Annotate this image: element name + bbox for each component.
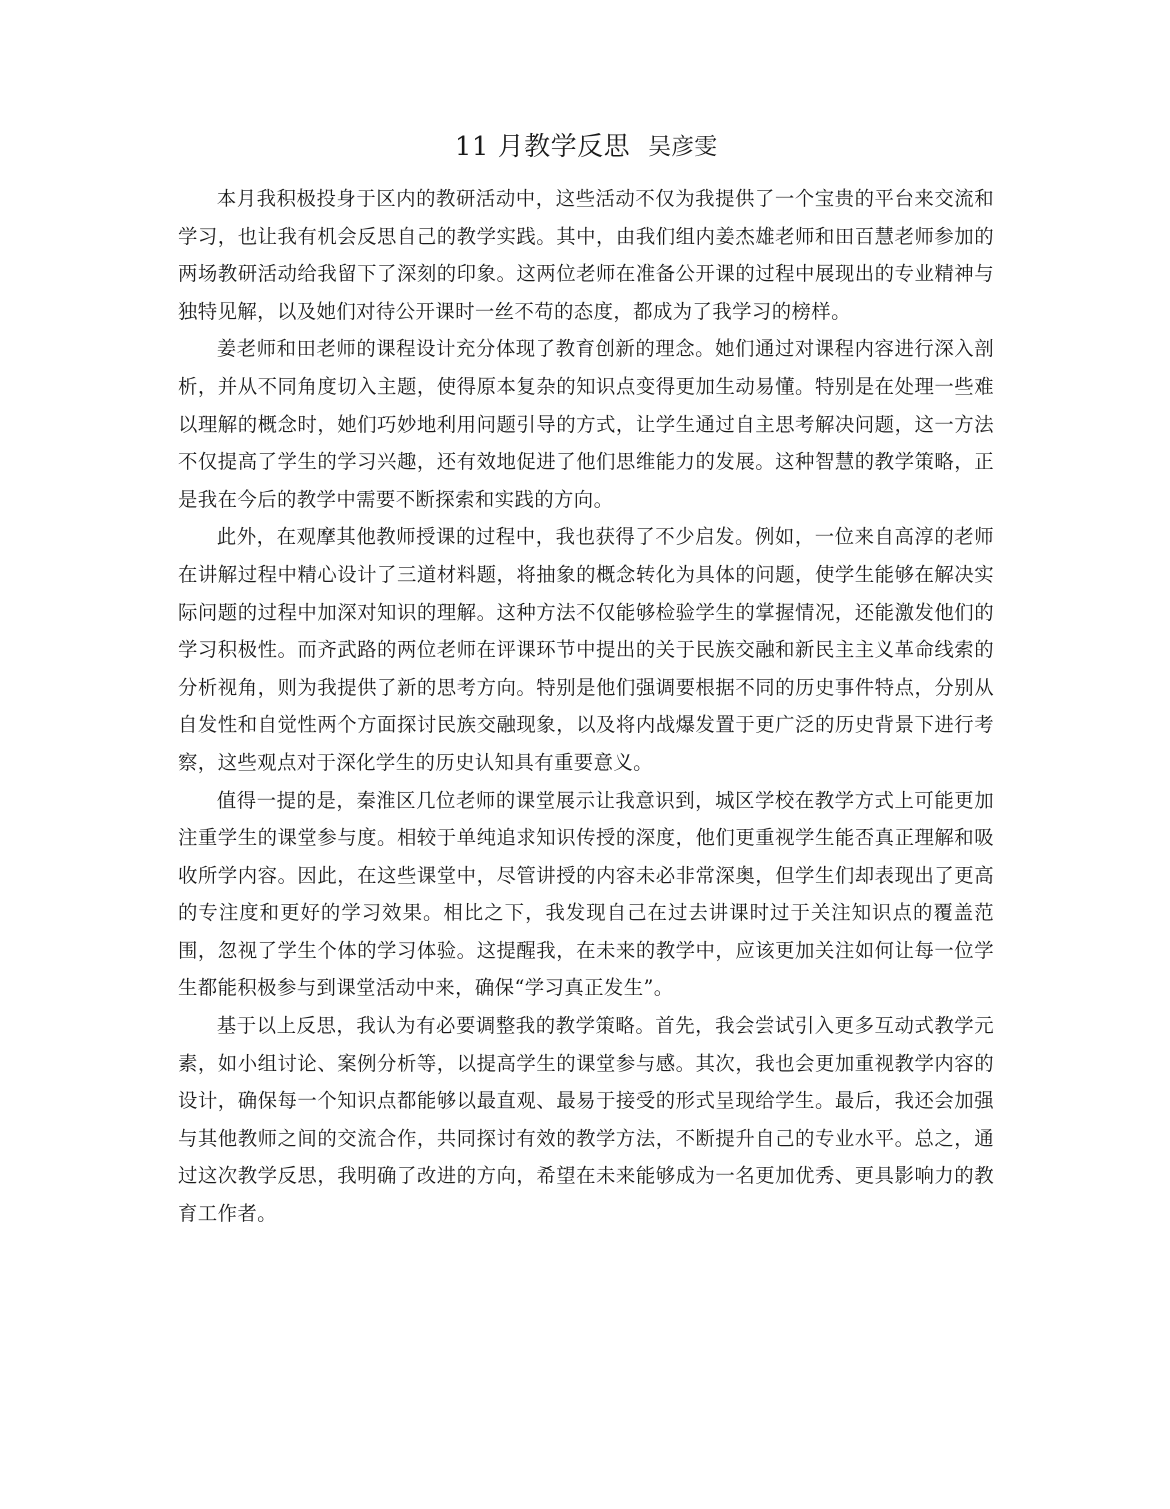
author-name: 吴彦雯 [648, 134, 718, 160]
paragraph-2: 姜老师和田老师的课程设计充分体现了教育创新的理念。她们通过对课程内容进行深入剖析，并从不同角度切入主题，使得原本复杂的知识点变得更加生动易懂。特别是在处理一些难以理解的概念时，她们巧妙地利用问题引导的方式，让学生通过自主思考解决问题，这一方法不仅提高了学生的学习兴趣，还有效地促进了他们思维能力的发展。这种智慧的教学策略，正是我在今后的教学中需要不断探索和实践的方向。 [178, 337, 994, 511]
paragraph-5: 基于以上反思，我认为有必要调整我的教学策略。首先，我会尝试引入更多互动式教学元素，如小组讨论、案例分析等，以提高学生的课堂参与感。其次，我也会更加重视教学内容的设计，确保每一个知识点都能够以最直观、最易于接受的形式呈现给学生。最后，我还会加强与其他教师之间的交流合作，共同探讨有效的教学方法，不断提升自己的专业水平。总之，通过这次教学反思，我明确了改进的方向，希望在未来能够成为一名更加优秀、更具影响力的教育工作者。 [178, 1014, 994, 1226]
paragraph-1: 本月我积极投身于区内的教研活动中，这些活动不仅为我提供了一个宝贵的平台来交流和学习，也让我有机会反思自己的教学实践。其中，由我们组内姜杰雄老师和田百慧老师参加的两场教研活动给我留下了深刻的印象。这两位老师在准备公开课的过程中展现出的专业精神与独特见解，以及她们对待公开课时一丝不苟的态度，都成为了我学习的榜样。 [178, 187, 994, 323]
document-page [178, 126, 994, 1233]
page-title: 11 月教学反思 [454, 132, 631, 162]
title-row [178, 126, 994, 170]
paragraph-4: 值得一提的是，秦淮区几位老师的课堂展示让我意识到，城区学校在教学方式上可能更加注重学生的课堂参与度。相较于单纯追求知识传授的深度，他们更重视学生能否真正理解和吸收所学内容。因此，在这些课堂中，尽管讲授的内容未必非常深奥，但学生们却表现出了更高的专注度和更好的学习效果。相比之下，我发现自己在过去讲课时过于关注知识点的覆盖范围，忽视了学生个体的学习体验。这提醒我，在未来的教学中，应该更加关注如何让每一位学生都能积极参与到课堂活动中来，确保“学习真正发生”。 [178, 788, 994, 1000]
paragraph-3: 此外，在观摩其他教师授课的过程中，我也获得了不少启发。例如，一位来自高淳的老师在讲解过程中精心设计了三道材料题，将抽象的概念转化为具体的问题，使学生能够在解决实际问题的过程中加深对知识的理解。这种方法不仅能够检验学生的掌握情况，还能激发他们的学习积极性。而齐武路的两位老师在评课环节中提出的关于民族交融和新民主主义革命线索的分析视角，则为我提供了新的思考方向。特别是他们强调要根据不同的历史事件特点，分别从自发性和自觉性两个方面探讨民族交融现象，以及将内战爆发置于更广泛的历史背景下进行考察，这些观点对于深化学生的历史认知具有重要意义。 [178, 525, 994, 774]
